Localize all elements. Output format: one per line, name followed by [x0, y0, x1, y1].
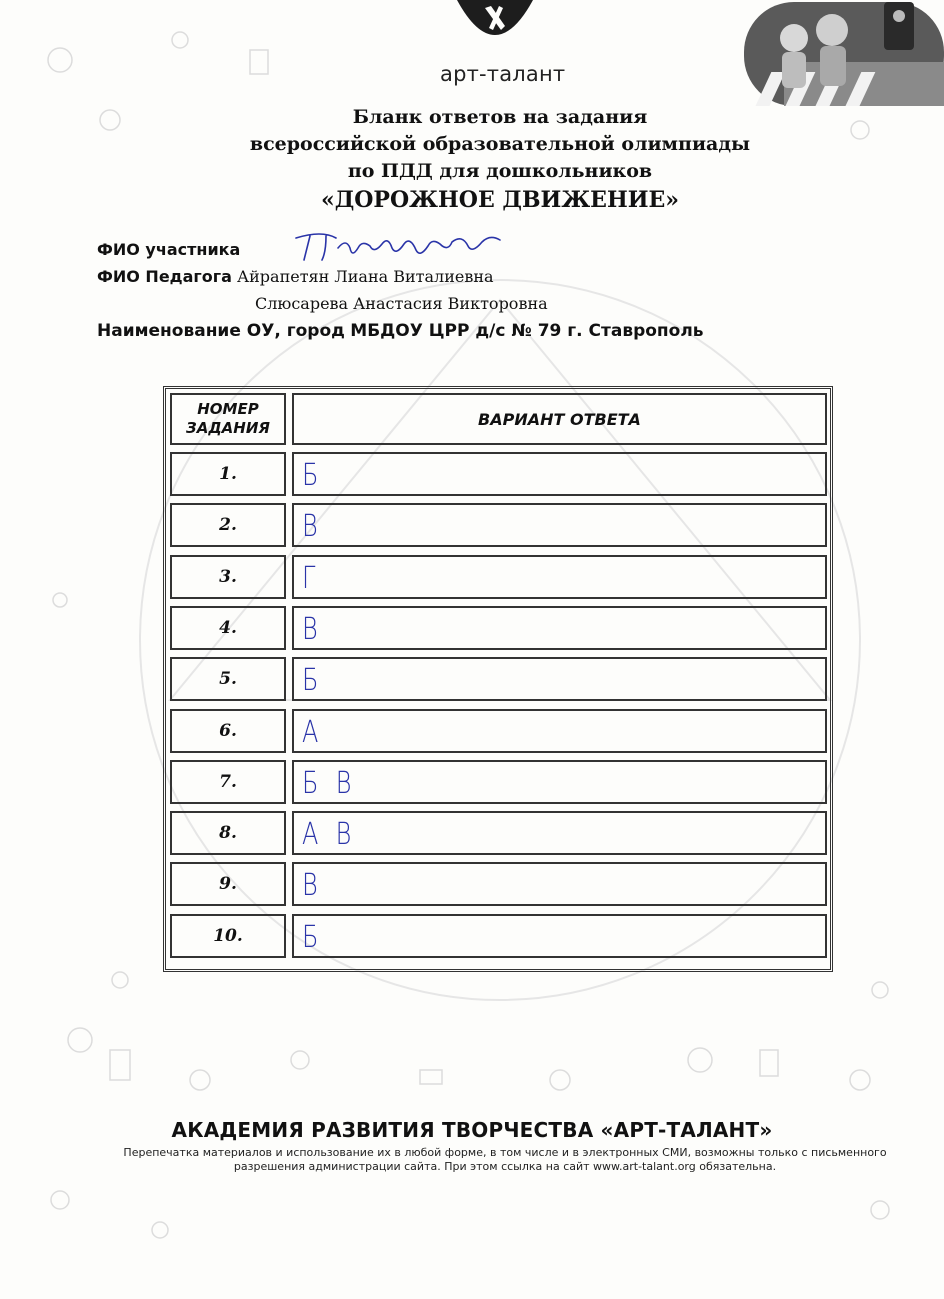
answer-cell[interactable] — [292, 555, 827, 599]
organization-value: МБДОУ ЦРР д/с № 79 г. Ставрополь — [350, 321, 704, 341]
organization-label: Наименование ОУ, город — [97, 321, 345, 341]
answer-cell[interactable] — [292, 862, 827, 906]
column-header-number — [170, 393, 286, 445]
handwritten-answer: А В — [302, 817, 357, 852]
answer-cell[interactable] — [292, 914, 827, 958]
task-number-cell: 3. — [170, 555, 286, 599]
teacher-value-1: Айрапетян Лиана Виталиевна — [237, 267, 494, 286]
column-header-number-line2: ЗАДАНИЯ — [186, 419, 270, 437]
task-number-cell: 10. — [170, 914, 286, 958]
title-line-4: «ДОРОЖНОЕ ДВИЖЕНИЕ» — [320, 187, 680, 213]
organization-field — [97, 321, 704, 341]
task-number-cell: 5. — [170, 657, 286, 701]
handwritten-answer: Г — [302, 561, 321, 596]
answer-cell[interactable] — [292, 709, 827, 753]
copyright-note-line2: разрешения администрации сайта. При этом ссылка на сайт www.art-talant.org обязательна. — [233, 1160, 777, 1173]
title-line-2: всероссийской образовательной олимпиады — [249, 133, 751, 155]
teacher-field — [97, 267, 494, 286]
task-number-cell: 1. — [170, 452, 286, 496]
task-number-cell: 9. — [170, 862, 286, 906]
handwritten-answer: А — [302, 715, 324, 750]
handwritten-answer: Б — [302, 920, 324, 955]
answer-cell[interactable] — [292, 811, 827, 855]
teacher-label: ФИО Педагога — [97, 267, 232, 286]
participant-label: ФИО участника — [97, 240, 241, 259]
task-number-cell: 6. — [170, 709, 286, 753]
handwritten-answer: В — [302, 612, 323, 647]
column-header-number-line1: НОМЕР — [197, 400, 259, 418]
teacher-value-2: Слюсарева Анастасия Викторовна — [255, 294, 548, 313]
art-talant-logo-icon — [455, 0, 535, 46]
participant-field — [97, 240, 240, 259]
answer-cell[interactable] — [292, 657, 827, 701]
title-line-3: по ПДД для дошкольников — [347, 160, 653, 182]
task-number-cell: 4. — [170, 606, 286, 650]
brand-name: арт-талант — [440, 62, 566, 86]
handwritten-answer: Б — [302, 458, 324, 493]
task-number-cell: 8. — [170, 811, 286, 855]
title-line-1: Бланк ответов на задания — [352, 106, 648, 128]
handwritten-answer: Б В — [302, 766, 357, 801]
children-crossing-illustration — [724, 2, 944, 106]
handwritten-answer: Б — [302, 663, 324, 698]
document-title — [0, 104, 944, 215]
handwritten-answer: В — [302, 509, 323, 544]
column-header-answer: ВАРИАНТ ОТВЕТА — [292, 393, 827, 445]
task-number-cell: 2. — [170, 503, 286, 547]
academy-name: АКАДЕМИЯ РАЗВИТИЯ ТВОРЧЕСТВА «АРТ-ТАЛАНТ» — [171, 1118, 773, 1142]
handwritten-answer: В — [302, 868, 323, 903]
teacher-field-2 — [255, 294, 548, 313]
answer-cell[interactable] — [292, 760, 827, 804]
task-number-cell: 7. — [170, 760, 286, 804]
answer-cell[interactable] — [292, 452, 827, 496]
copyright-note-line1: Перепечатка материалов и использование их в любой форме, в том числе и в электронных СМИ, возможны только с письменного — [123, 1146, 887, 1159]
participant-handwritten-name — [292, 228, 507, 264]
answer-cell[interactable] — [292, 503, 827, 547]
answer-cell[interactable] — [292, 606, 827, 650]
copyright-note — [95, 1146, 915, 1174]
